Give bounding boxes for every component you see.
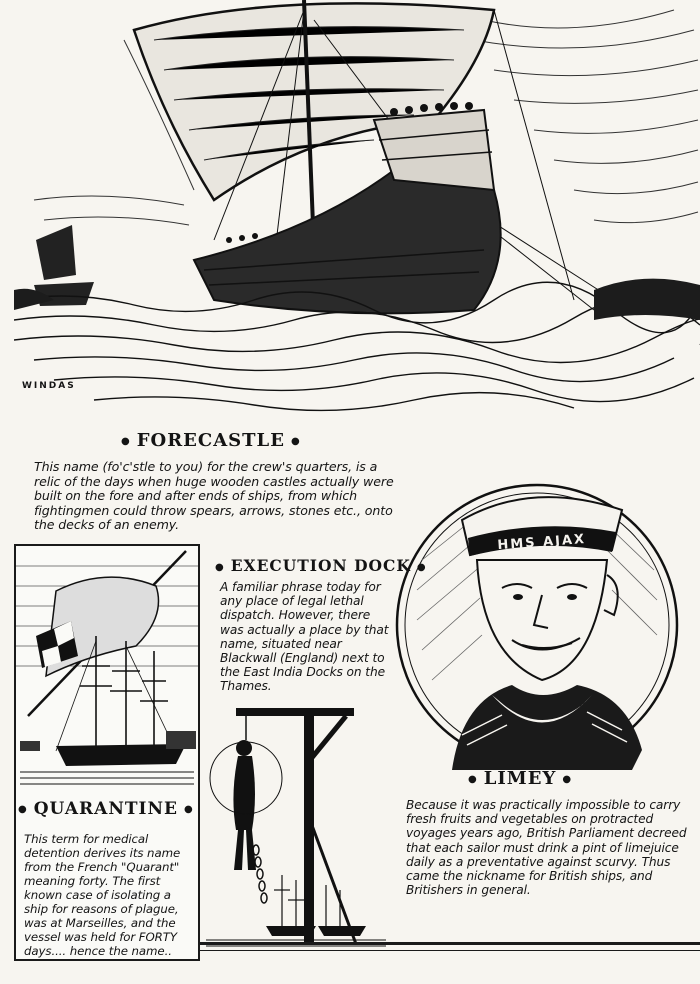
execution-dock-title: EXECUTION DOCK xyxy=(230,556,411,575)
bottom-rule xyxy=(200,942,700,945)
limey-text: Because it was practically impossible to carry fresh fruits and vegetables on protracted voyages years ago, British Parliament decreed that each sailor must drink a pint of limejuice daily as a preventative against scurvy. Thus came the nickname for British ships, and Britishers in general. xyxy=(406,798,687,898)
sailing-ship-illustration xyxy=(14,0,700,420)
forecastle-heading xyxy=(115,430,307,451)
gallows-illustration xyxy=(206,700,386,950)
execution-dock-text: A familiar phrase today for any place of legal lethal dispatch. However, there was actually a place by that name, situated near Blackwall (England) next to the East India Docks on the Thames. xyxy=(220,580,389,694)
bullet-icon: ● xyxy=(121,435,131,447)
quarantine-flag-ship-illustration xyxy=(16,546,198,788)
artist-signature: WINDAS xyxy=(22,381,76,391)
limey-title: LIMEY xyxy=(483,768,557,789)
bullet-icon: ● xyxy=(416,561,427,573)
bullet-icon: ● xyxy=(562,773,573,785)
limey-heading xyxy=(462,768,578,789)
bottom-rule-thin xyxy=(200,950,700,951)
bullet-icon: ● xyxy=(290,435,301,447)
forecastle-title: FORECASTLE xyxy=(136,430,285,451)
bullet-icon: ● xyxy=(468,773,478,785)
quarantine-heading xyxy=(18,799,200,819)
bullet-icon: ● xyxy=(215,561,225,573)
quarantine-text: This term for medical detention derives its name from the French "Quarant" meaning forty. The first known case of isolating a ship for reasons of plague, was at Marseilles, and the vessel was held for FORTY days.... hence the name.. xyxy=(24,832,181,958)
quarantine-title: QUARANTINE xyxy=(33,799,178,819)
bullet-icon: ● xyxy=(184,804,194,815)
sailor-portrait-illustration xyxy=(392,480,682,770)
bullet-icon: ● xyxy=(18,804,28,815)
cap-band-text: HMS AJAX xyxy=(496,531,587,554)
forecastle-text: This name (fo'c'stle to you) for the crew's quarters, is a relic of the days when huge wooden castles actually were built on the fore and after ends of ships, from which fightingmen could throw spears, arrows, stones etc., onto the decks of an enemy. xyxy=(34,459,394,533)
